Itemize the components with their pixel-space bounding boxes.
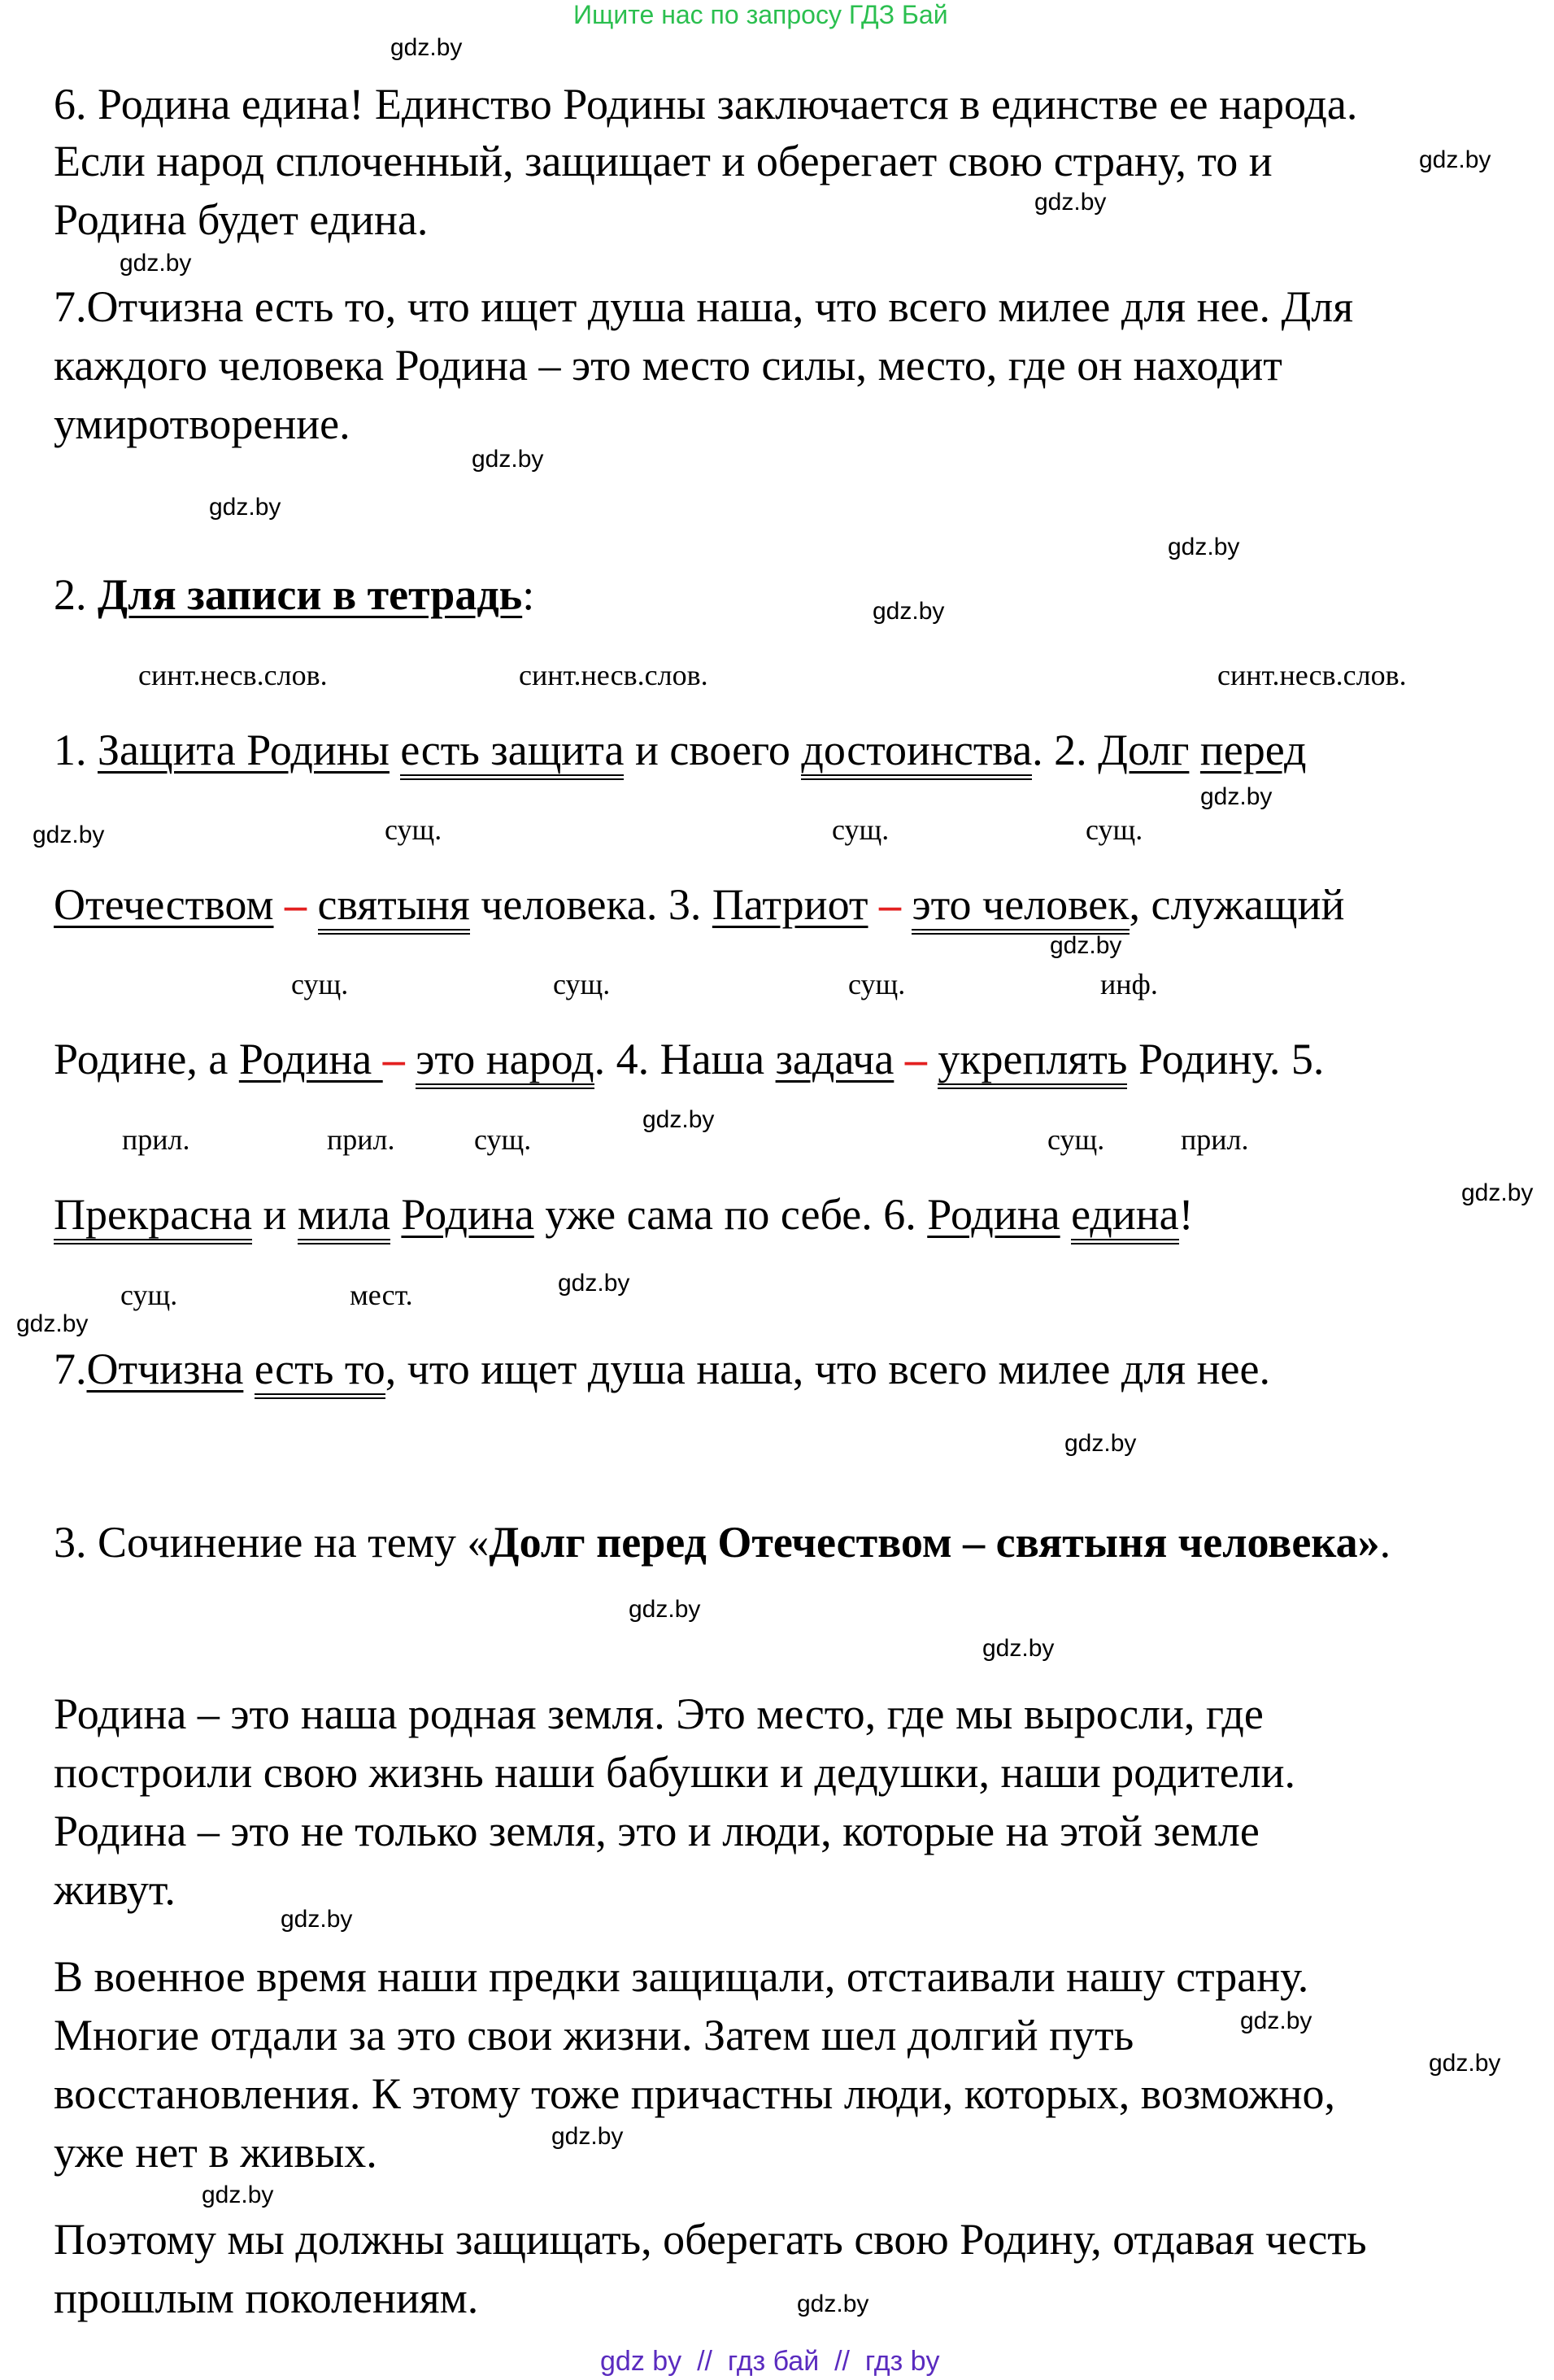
watermark: gdz.by: [33, 822, 105, 848]
annotation: сущ.: [385, 813, 442, 846]
annotation: сущ.: [291, 968, 349, 1000]
watermark: gdz.by: [1461, 1179, 1534, 1206]
watermark: gdz.by: [209, 494, 281, 521]
annotation: инф.: [1100, 968, 1158, 1000]
watermark: gdz.by: [551, 2123, 624, 2150]
parsed-sentence-line: Отечеством – святыня человека. 3. Патриот – это человек, служащий: [54, 880, 1344, 929]
watermark: gdz.by: [797, 2291, 869, 2317]
watermark: gdz.by: [558, 1270, 630, 1297]
essay-line: Многие отдали за это свои жизни. Затем шел долгий путь: [54, 2011, 1134, 2060]
parsed-sentence-line: 7.Отчизна есть то, что ищет душа наша, что всего милее для нее.: [54, 1345, 1270, 1393]
annotation: сущ.: [553, 968, 611, 1000]
watermark: gdz.by: [642, 1106, 715, 1133]
text-line: каждого человека Родина – это место силы, место, где он находит: [54, 341, 1282, 390]
watermark: gdz.by: [390, 34, 463, 61]
essay-line: прошлым поколениям.: [54, 2273, 479, 2322]
annotation: сущ.: [1047, 1123, 1105, 1156]
watermark: gdz.by: [472, 446, 544, 473]
watermark: gdz.by: [629, 1596, 701, 1623]
watermark: gdz.by: [281, 1906, 353, 1933]
essay-line: живут.: [54, 1865, 176, 1914]
annotation: сущ.: [120, 1279, 178, 1311]
watermark: gdz.by: [1240, 2007, 1312, 2034]
text-line: Если народ сплоченный, защищает и оберегает свою страну, то и: [54, 137, 1273, 185]
essay-line: Родина – это наша родная земля. Это место, где мы выросли, где: [54, 1689, 1264, 1738]
watermark: gdz.by: [1064, 1430, 1137, 1457]
site-footer: gdz by // гдз бай // гдз by: [600, 2346, 940, 2377]
watermark: gdz.by: [1419, 146, 1491, 173]
annotation: прил.: [122, 1123, 190, 1156]
essay-line: построили свою жизнь наши бабушки и дедушки, наши родители.: [54, 1748, 1296, 1797]
text-line: 6. Родина едина! Единство Родины заключается в единстве ее народа.: [54, 80, 1358, 129]
essay-line: В военное время наши предки защищали, отстаивали нашу страну.: [54, 1952, 1309, 2001]
watermark: gdz.by: [1034, 189, 1107, 216]
annotation: сущ.: [848, 968, 906, 1000]
parsed-sentence-line: Родине, а Родина – это народ. 4. Наша задача – укреплять Родину. 5.: [54, 1035, 1324, 1083]
annotation: синт.несв.слов.: [138, 659, 328, 691]
watermark: gdz.by: [120, 250, 192, 277]
watermark: gdz.by: [1429, 2050, 1501, 2077]
watermark: gdz.by: [1168, 534, 1240, 560]
essay-line: восстановления. К этому тоже причастны люди, которых, возможно,: [54, 2069, 1335, 2118]
annotation: синт.несв.слов.: [1217, 659, 1407, 691]
watermark: gdz.by: [16, 1310, 89, 1337]
watermark: gdz.by: [873, 598, 945, 625]
watermark: gdz.by: [1050, 932, 1122, 959]
task-3-heading: 3. Сочинение на тему «Долг перед Отечеством – святыня человека».: [54, 1518, 1391, 1567]
essay-line: Родина – это не только земля, это и люди, которые на этой земле: [54, 1807, 1260, 1855]
annotation: прил.: [1181, 1123, 1249, 1156]
essay-line: уже нет в живых.: [54, 2128, 377, 2177]
watermark: gdz.by: [1200, 783, 1273, 810]
watermark: gdz.by: [982, 1635, 1055, 1662]
annotation: прил.: [327, 1123, 395, 1156]
watermark: gdz.by: [202, 2182, 274, 2208]
annotation: сущ.: [832, 813, 890, 846]
annotation: сущ.: [1086, 813, 1143, 846]
task-2-heading: 2. Для записи в тетрадь:: [54, 570, 535, 619]
parsed-sentence-line: Прекрасна и мила Родина уже сама по себе. 6. Родина едина!: [54, 1190, 1194, 1239]
site-header: Ищите нас по запросу ГДЗ Бай: [573, 0, 948, 29]
essay-line: Поэтому мы должны защищать, оберегать свою Родину, отдавая честь: [54, 2215, 1367, 2264]
text-line: 7.Отчизна есть то, что ищет душа наша, что всего милее для нее. Для: [54, 282, 1354, 331]
annotation: синт.несв.слов.: [519, 659, 708, 691]
parsed-sentence-line: 1. Защита Родины есть защита и своего достоинства. 2. Долг перед: [54, 726, 1307, 774]
text-line: умиротворение.: [54, 399, 350, 448]
text-line: Родина будет едина.: [54, 195, 429, 244]
annotation: сущ.: [474, 1123, 532, 1156]
annotation: мест.: [350, 1279, 413, 1311]
